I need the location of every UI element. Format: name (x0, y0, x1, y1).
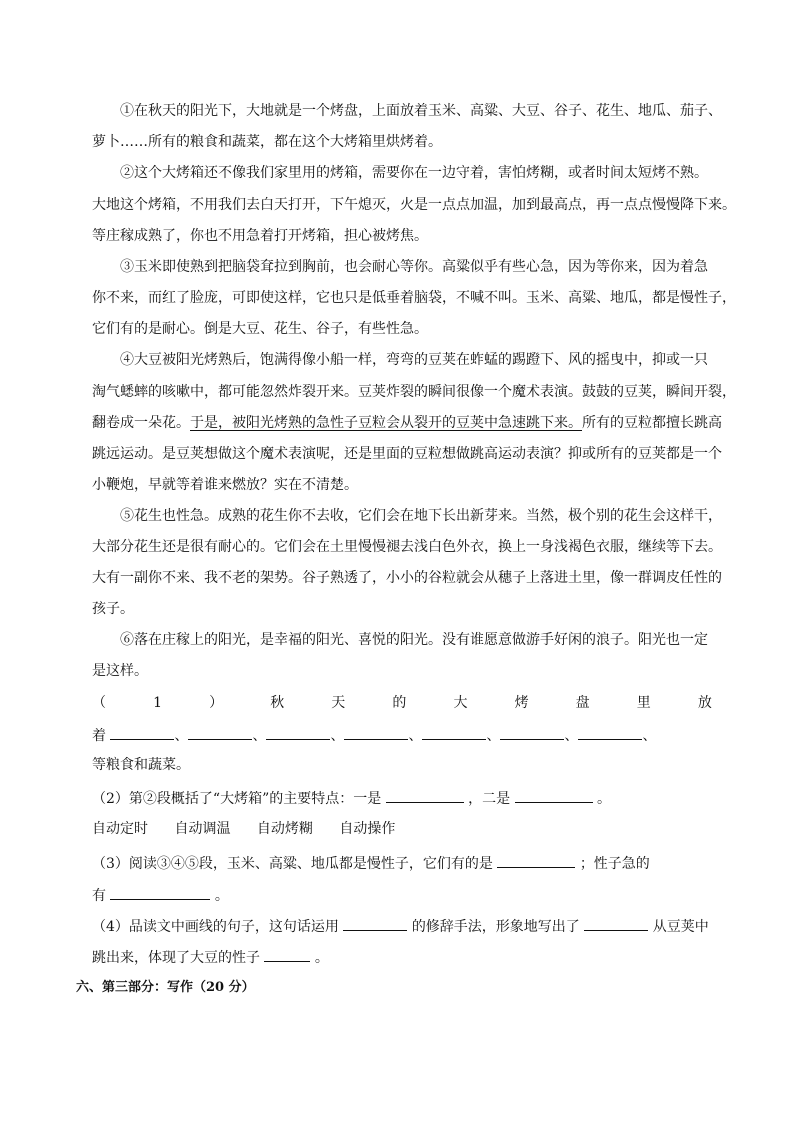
answer-blank-4[interactable] (344, 723, 408, 740)
passage-line: ⑤花生也性急。成熟的花生你不去收，它们会在地下长出新芽来。当然，极个别的花生会这样干， (120, 508, 722, 524)
q4-text: 跳出来，体现了大豆的性子 (92, 950, 260, 966)
q1-char: 大 (453, 695, 468, 711)
passage-line: ③玉米即使熟到把脑袋耷拉到胸前，也会耐心等你。高粱似乎有些心急，因为等你来，因为着急 (120, 259, 708, 275)
answer-blank-q3-b[interactable] (110, 883, 210, 900)
option-item: 自动调温 (174, 821, 231, 837)
q1-char: 盘 (575, 695, 590, 711)
q1-char: 放 (697, 695, 712, 711)
q2-text: ，二是 (468, 791, 511, 807)
passage-line: ①在秋天的阳光下，大地就是一个烤盘，上面放着玉米、高粱、大豆、谷子、花生、地瓜、茄子、 (120, 103, 722, 119)
passage-line: 跳远运动。是豆荚想做这个魔术表演呢，还是里面的豆粒想做跳高运动表演？抑或所有的豆荚都是一个 (92, 446, 722, 462)
passage-line-with-underline (92, 412, 722, 434)
passage-line: ②这个大烤箱还不像我们家里用的烤箱，需要你在一边守着，害怕烤糊，或者时间太短烤不熟。 (120, 165, 708, 181)
q1-char: 烤 (514, 695, 529, 711)
separator: 、 (252, 728, 267, 744)
q1-char: 里 (636, 695, 651, 711)
q1-char: 1 (153, 695, 163, 711)
answer-blank-3[interactable] (266, 723, 330, 740)
passage-text: 翻卷成一朵花。 (92, 415, 190, 431)
q1-char: 天 (331, 695, 346, 711)
passage-line: 大有一副你不来、我不老的架势。谷子熟透了，小小的谷粒就会从穗子上落进土里，像一群调皮任性的 (92, 570, 722, 586)
q2-text: 。 (597, 791, 612, 807)
passage-text: 所有的豆粒都擅长跳高 (582, 415, 722, 431)
separator: 、 (330, 728, 345, 744)
q4-text: （4）品读文中画线的句子，这句话运用 (92, 919, 339, 935)
question-1-line (92, 692, 712, 714)
separator: 、 (564, 728, 579, 744)
answer-blank-q4-b[interactable] (584, 914, 648, 931)
separator: 、 (486, 728, 501, 744)
answer-blank-1[interactable] (110, 723, 174, 740)
q3-text: 。 (214, 888, 229, 904)
passage-line: ④大豆被阳光烤熟后，饱满得像小船一样，弯弯的豆荚在蚱蜢的踢蹬下、风的摇曳中，抑或一只 (120, 352, 708, 368)
answer-blank-q2-b[interactable] (515, 786, 593, 803)
q1-text: 着 (92, 728, 106, 744)
passage-line: 你不来，而红了脸庞，可即使这样，它也只是低垂着脑袋，不喊不叫。玉米、高粱、地瓜，都是慢性子， (92, 290, 736, 306)
q1-char: 秋 (270, 695, 285, 711)
answer-blank-q4-a[interactable] (343, 914, 407, 931)
answer-blank-q4-c[interactable] (264, 945, 310, 962)
passage-line: 萝卜……所有的粮食和蔬菜，都在这个大烤箱里烘烤着。 (92, 134, 442, 150)
passage-line: 大地这个烤箱，不用我们去白天打开，下午熄灭，火是一点点加温，加到最高点，再一点点慢慢降下来。 (92, 197, 736, 213)
question-4-line2 (92, 945, 329, 967)
answer-blank-7[interactable] (578, 723, 642, 740)
answer-blank-6[interactable] (500, 723, 564, 740)
question-2-options (92, 818, 417, 840)
question-4-line (92, 914, 709, 936)
question-2-line (92, 786, 611, 808)
q3-text: （3）阅读③④⑤段，玉米、高粱、地瓜都是慢性子，它们有的是 (92, 856, 493, 872)
answer-blank-2[interactable] (188, 723, 252, 740)
passage-line: 淘气蟋蟀的咳嗽中，都可能忽然炸裂开来。豆荚炸裂的瞬间很像一个魔术表演。鼓鼓的豆荚，瞬间开裂， (92, 384, 736, 400)
option-item: 自动定时 (92, 821, 148, 837)
separator: 、 (408, 728, 423, 744)
section-heading: 六、第三部分：写作（20 分） (76, 980, 255, 995)
q1-char: （ (92, 695, 106, 711)
question-1-blanks (92, 723, 656, 745)
passage-line: 大部分花生还是很有耐心的。它们会在土里慢慢褪去浅白色外衣，换上一身浅褐色衣服，继续等下去。 (92, 539, 722, 555)
question-3-line (92, 851, 650, 873)
q4-text: 从豆荚中 (652, 919, 709, 935)
q3-text: ；性子急的 (579, 856, 650, 872)
passage-line: 小鞭炮，早就等着谁来燃放？实在不清楚。 (92, 477, 358, 493)
option-item: 自动操作 (339, 821, 396, 837)
q1-char: 的 (392, 695, 407, 711)
question-1-end: 等粮食和蔬菜。 (92, 757, 190, 773)
passage-line: 孩子。 (92, 601, 134, 617)
passage-line: 是这样。 (92, 663, 148, 679)
passage-line: 它们有的是耐心。倒是大豆、花生、谷子，有些性急。 (92, 321, 428, 337)
separator: 、 (642, 728, 657, 744)
q4-text: 的修辞手法，形象地写出了 (411, 919, 580, 935)
q4-text: 。 (314, 950, 329, 966)
answer-blank-5[interactable] (422, 723, 486, 740)
passage-line: 等庄稼成熟了，你也不用急着打开烤箱，担心被烤焦。 (92, 228, 428, 244)
underlined-sentence: 于是，被阳光烤熟的急性子豆粒会从裂开的豆荚中急速跳下来。 (190, 415, 582, 431)
q3-text: 有 (92, 888, 106, 904)
q1-char: ） (209, 695, 224, 711)
separator: 、 (174, 728, 189, 744)
question-3-line2 (92, 883, 229, 905)
option-item: 自动烤糊 (256, 821, 313, 837)
passage-line: ⑥落在庄稼上的阳光，是幸福的阳光、喜悦的阳光。没有谁愿意做游手好闲的浪子。阳光也一定 (120, 632, 708, 648)
answer-blank-q2-a[interactable] (386, 786, 464, 803)
q2-text: （2）第②段概括了“大烤箱”的主要特点：一是 (92, 791, 382, 807)
answer-blank-q3-a[interactable] (497, 851, 575, 868)
